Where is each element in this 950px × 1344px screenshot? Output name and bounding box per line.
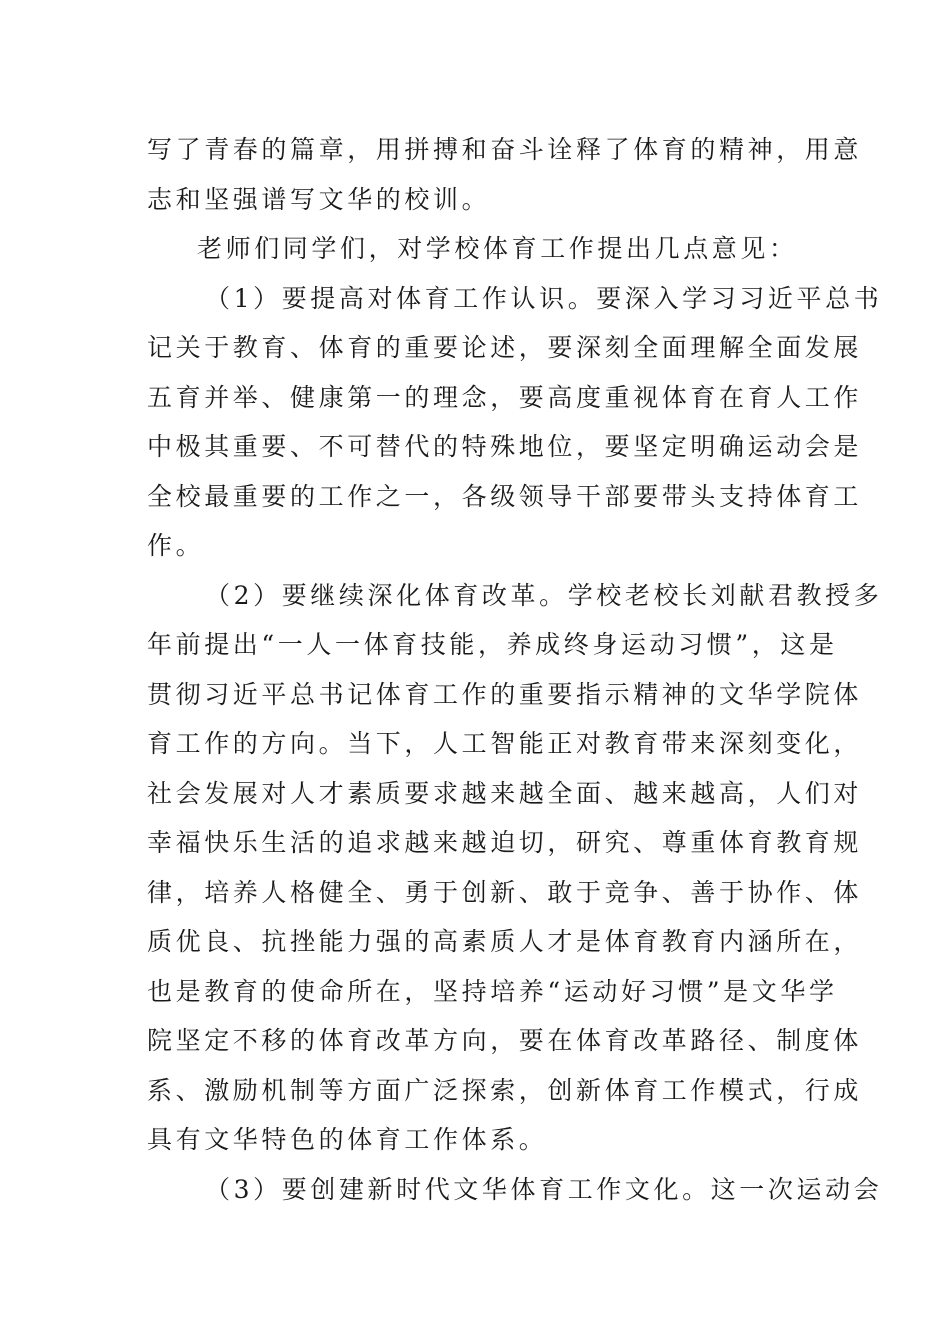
text-line: 育工作的方向。当下，人工智能正对教育带来深刻变化，: [147, 729, 863, 758]
text-line: 律，培养人格健全、勇于创新、敢于竞争、善于协作、体: [147, 877, 863, 907]
text-line: 中极其重要、不可替代的特殊地位，要坚定明确运动会是: [147, 432, 863, 461]
text-line: 质优良、抗挫能力强的高素质人才是体育教育内涵所在，: [147, 927, 863, 956]
text-line: （2）要继续深化体育改革。学校老校长刘献君教授多: [205, 580, 883, 610]
text-line: 贯彻习近平总书记体育工作的重要指示精神的文华学院体: [147, 679, 863, 709]
text-line: 全校最重要的工作之一，各级领导干部要带头支持体育工: [147, 481, 863, 511]
text-line: 幸福快乐生活的追求越来越迫切，研究、尊重体育教育规: [147, 828, 863, 857]
text-line: 作。: [147, 531, 205, 560]
text-line: 也是教育的使命所在，坚持培养“运动好习惯”是文华学: [147, 976, 838, 1006]
text-line: （3）要创建新时代文华体育工作文化。这一次运动会: [205, 1174, 883, 1204]
text-line: （1）要提高对体育工作认识。要深入学习习近平总书: [205, 283, 883, 313]
text-line: 写了青春的篇章，用拼搏和奋斗诠释了体育的精神，用意: [147, 135, 863, 164]
text-line: 老师们同学们，对学校体育工作提出几点意见：: [197, 234, 798, 263]
text-line: 具有文华特色的体育工作体系。: [147, 1125, 548, 1154]
text-line: 记关于教育、体育的重要论述，要深刻全面理解全面发展: [147, 333, 863, 362]
text-line: 五育并举、健康第一的理念，要高度重视体育在育人工作: [147, 382, 863, 412]
document-body: [147, 125, 883, 1214]
text-line: 系、激励机制等方面广泛探索，创新体育工作模式，行成: [147, 1075, 863, 1105]
text-line: 社会发展对人才素质要求越来越全面、越来越高，人们对: [147, 778, 863, 808]
text-line: 院坚定不移的体育改革方向，要在体育改革路径、制度体: [147, 1026, 863, 1055]
text-line: 年前提出“一人一体育技能，养成终身运动习惯”，这是: [147, 630, 838, 659]
text-line: 志和坚强谱写文华的校训。: [147, 184, 491, 214]
